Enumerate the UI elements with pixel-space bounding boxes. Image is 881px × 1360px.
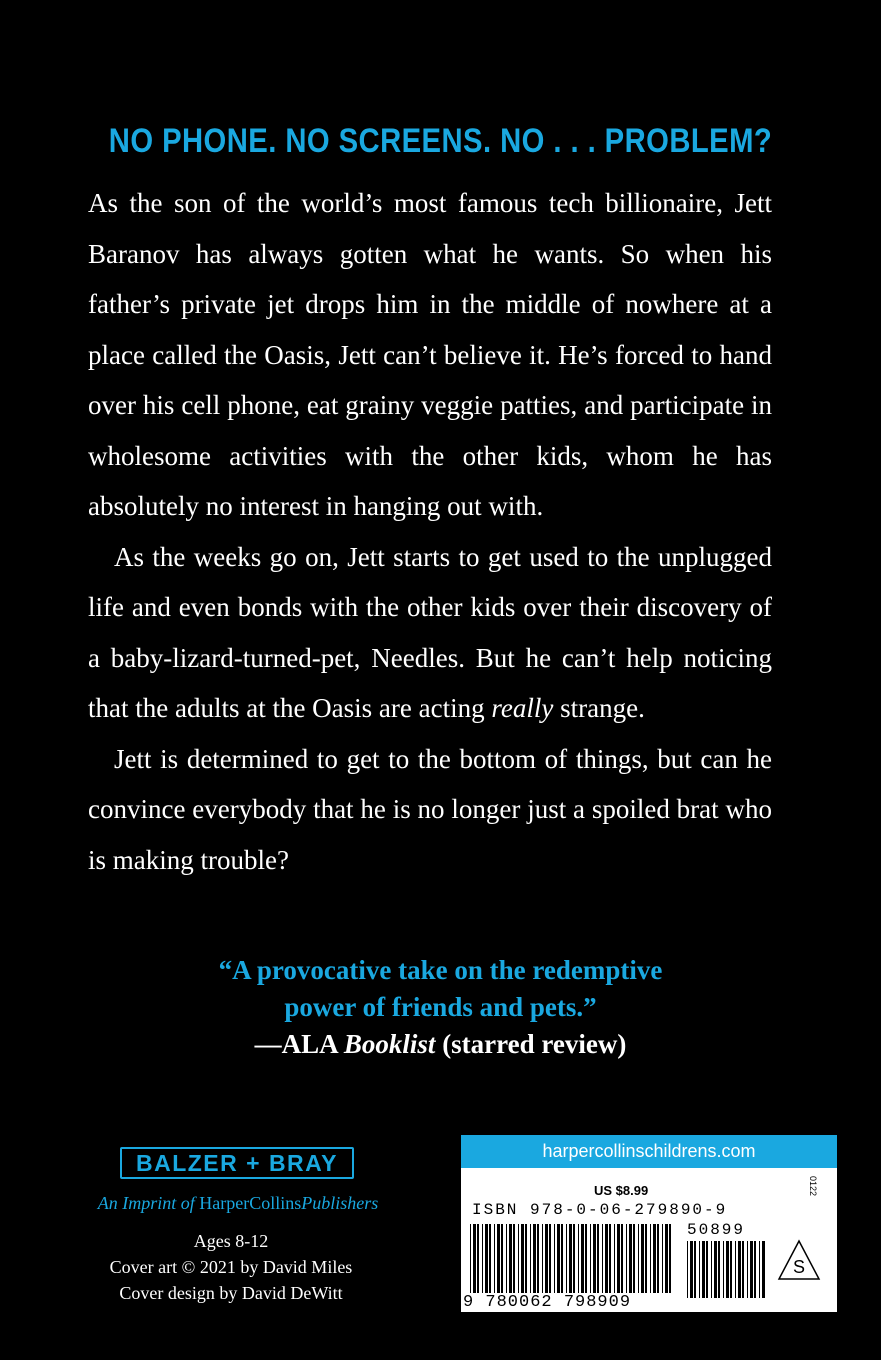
barcode-bar [497,1224,500,1298]
publisher-logo: BALZER + BRAY [120,1147,354,1179]
barcode-bar [626,1224,627,1298]
review-quote [0,952,881,1063]
price: US $8.99 [594,1183,649,1198]
barcode-bar [641,1224,644,1298]
barcode-bar [750,1241,753,1298]
barcode-bar [662,1224,663,1298]
barcode-bar [473,1224,476,1298]
barcode-bar [494,1224,495,1298]
barcode-bar [617,1224,620,1298]
barcode-bar [653,1224,656,1298]
print-code: 0122 [807,1175,818,1197]
barcode-bar [573,1224,575,1298]
barcode-panel [461,1135,837,1312]
imprint-prefix: An Imprint of [97,1193,200,1213]
website-url: harpercollinschildrens.com [461,1135,837,1168]
barcode-bar [629,1224,632,1298]
blurb-paragraph-1: As the son of the world’s most famous tech billionaire, Jett Baranov has always gotten what he wants. So when his father’s private jet drops him in the middle of nowhere at a place called the Oasis, Jett can’t believe it. He’s forced to hand over his cell phone, eat grainy veggie patties, and participate in wholesome activities with the other kids, whom he has absolutely no interest in hanging out with. [88,188,772,521]
barcode-bar [561,1224,563,1298]
barcode-bar [665,1224,668,1298]
triangle-s-icon [777,1239,821,1281]
barcode-bar [525,1224,527,1298]
barcode-bar [549,1224,551,1298]
barcode-bar [669,1224,671,1298]
addon-barcode-icon [687,1241,768,1298]
barcode-bar [690,1241,693,1298]
barcode-bar [699,1241,700,1298]
barcode-bar [723,1241,724,1298]
blurb-paragraph-2 [88,532,772,734]
barcode-number: 9 780062 798909 [463,1293,683,1311]
barcode-bar [614,1224,615,1298]
barcode-bar [470,1224,471,1298]
barcode-bar [578,1224,579,1298]
barcode-bar [545,1224,548,1298]
barcode-bar [581,1224,584,1298]
barcode-bar [694,1241,696,1298]
barcode-bar [657,1224,659,1298]
barcode-bar [485,1224,488,1298]
barcode-bar [554,1224,555,1298]
barcode-bar [557,1224,560,1298]
barcode-bar [742,1241,744,1298]
imprint-suffix: Publishers [301,1193,379,1213]
barcode-bar [738,1241,741,1298]
barcode-bar [621,1224,623,1298]
blurb-paragraph-3: Jett is determined to get to the bottom of things, but can he convince everybody that he is no longer just a spoiled brat who is making trouble? [88,743,772,875]
barcode-bar [726,1241,729,1298]
barcode-bar [706,1241,708,1298]
review-line-1: “A provocative take on the redemptive [218,955,663,985]
s-mark: S [792,1257,806,1277]
barcode-bar [714,1241,717,1298]
barcode-bar [533,1224,536,1298]
barcode-bar [605,1224,608,1298]
barcode-bar [513,1224,515,1298]
headline: NO PHONE. NO SCREENS. NO . . . PROBLEM? [108,122,773,160]
imprint-line [0,1193,476,1214]
barcode-bar [489,1224,491,1298]
blurb-paragraph-2-text: As the weeks go on, Jett starts to get used to the unplugged life and even bonds with the other kids over their discovery of a baby-lizard-turned-pet, Needles. But he can’t help noticing that the adults at the Oasis are acting [88,541,772,723]
main-barcode-icon [470,1224,674,1298]
barcode-bar [638,1224,639,1298]
review-source-publication: Booklist [343,1029,436,1059]
barcode-bar [569,1224,572,1298]
isbn-text: ISBN 978-0-06-279890-9 [472,1201,728,1219]
review-source-prefix: —ALA [254,1029,344,1059]
credits [0,1228,462,1306]
barcode-bar [521,1224,524,1298]
barcode-bar [509,1224,512,1298]
barcode-bar [645,1224,647,1298]
barcode-bar [566,1224,567,1298]
review-line-2: power of friends and pets.” [284,992,597,1022]
barcode-bar [650,1224,651,1298]
blurb [88,178,772,885]
barcode-bar [609,1224,611,1298]
barcode-bar [754,1241,756,1298]
barcode-bar [482,1224,483,1298]
barcode-bar [687,1241,688,1298]
blurb-emphasis: really [491,693,554,723]
review-source [0,1026,881,1063]
barcode-bar [730,1241,732,1298]
blurb-paragraph-2-end: strange. [553,693,645,723]
age-range: Ages 8-12 [193,1231,269,1251]
barcode-bar [702,1241,705,1298]
barcode-bar [762,1241,765,1298]
barcode-bar [633,1224,635,1298]
barcode-bar [602,1224,603,1298]
barcode-bar [747,1241,748,1298]
barcode-bar [530,1224,531,1298]
cover-design-credit: Cover design by David DeWitt [119,1283,343,1303]
cover-art-credit: Cover art © 2021 by David Miles [109,1257,353,1277]
barcode-bar [718,1241,720,1298]
barcode-bar [759,1241,760,1298]
review-source-suffix: (starred review) [435,1029,627,1059]
addon-number: 50899 [687,1221,746,1239]
barcode-bar [585,1224,587,1298]
barcode-bar [477,1224,479,1298]
barcode-bar [501,1224,503,1298]
barcode-bar [711,1241,712,1298]
barcode-bar [518,1224,519,1298]
barcode-bar [506,1224,507,1298]
barcode-bar [735,1241,736,1298]
barcode-bar [593,1224,596,1298]
barcode-bar [597,1224,599,1298]
barcode-bar [542,1224,543,1298]
barcode-bar [590,1224,591,1298]
imprint-name: HarperCollins [199,1193,302,1213]
barcode-bar [537,1224,539,1298]
